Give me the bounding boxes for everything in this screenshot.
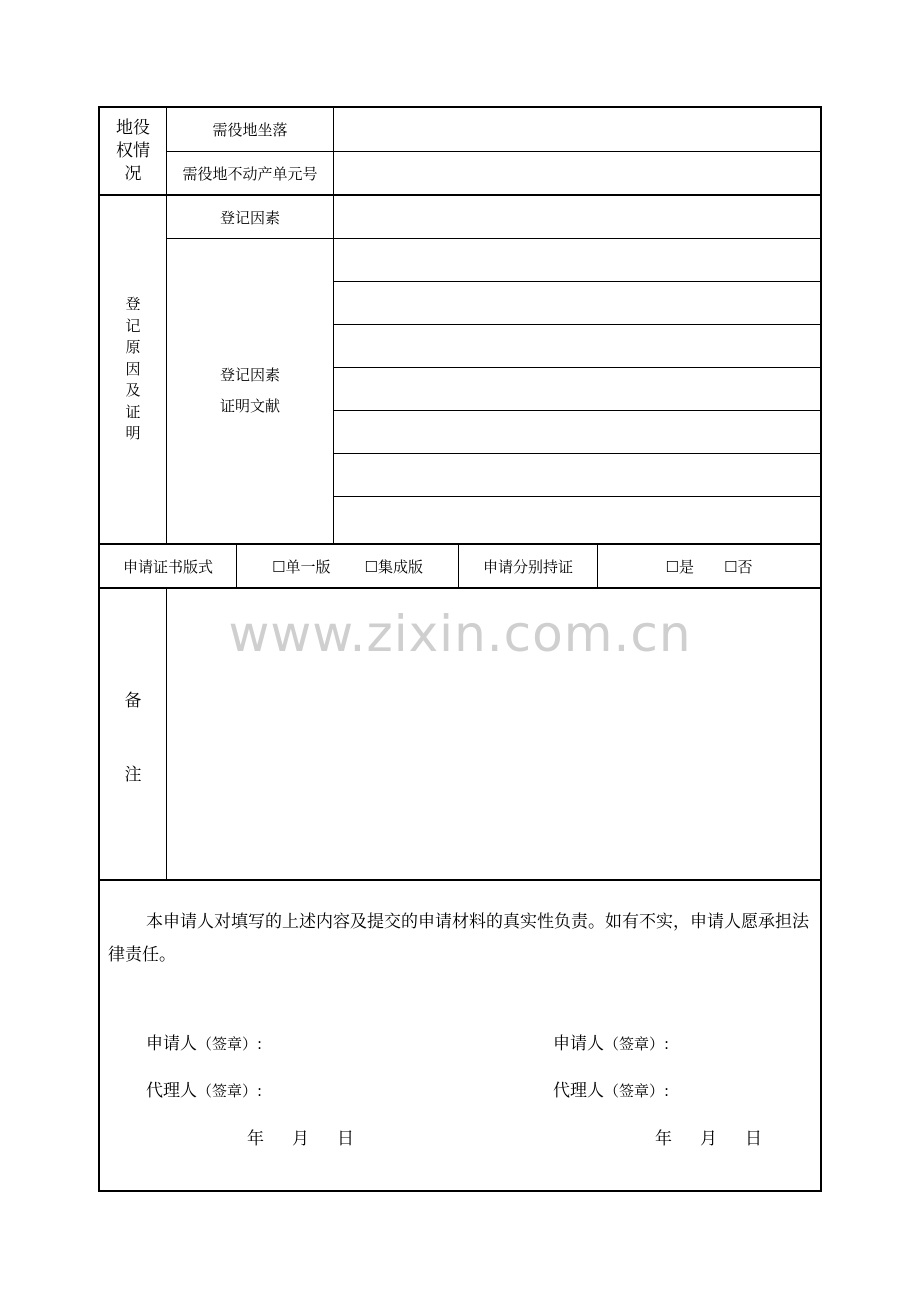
signature-suffix: （签章）:	[197, 1035, 263, 1053]
day-label: 日	[337, 1129, 354, 1149]
registration-form	[98, 106, 822, 1192]
right-agent-signature[interactable]	[553, 1076, 669, 1101]
heading-char: 记	[125, 316, 141, 335]
registration-reason-heading	[100, 196, 166, 543]
watermark: www.zixin.com.cn	[228, 605, 692, 663]
evidence-row-7[interactable]	[334, 497, 820, 543]
remarks-label	[100, 589, 166, 879]
year-label: 年	[655, 1129, 672, 1149]
declaration-text: 本申请人对填写的上述内容及提交的申请材料的真实性负责。如有不实，申请人愿承担法律责任。	[108, 912, 809, 965]
evidence-label-line: 证明文献	[219, 397, 280, 415]
remarks-field[interactable]	[167, 589, 820, 879]
declaration-section	[100, 881, 820, 1190]
right-applicant-signature[interactable]	[553, 1029, 669, 1054]
separate-holding-label: 申请分别持证	[482, 557, 573, 576]
location-label: 需役地坐落	[212, 121, 288, 139]
evidence-row-6[interactable]	[334, 454, 820, 496]
factor-label: 登记因素	[219, 209, 280, 227]
heading-line: 况	[124, 163, 142, 184]
unit-number-label: 需役地不动产单元号	[182, 164, 318, 183]
heading-char: 及	[125, 381, 141, 400]
evidence-row-4[interactable]	[334, 368, 820, 410]
agent-label: 代理人	[553, 1081, 604, 1101]
certificate-format-label: 申请证书版式	[122, 557, 213, 576]
factor-field[interactable]	[334, 196, 820, 239]
heading-char: 登	[125, 295, 141, 314]
evidence-label	[167, 239, 333, 543]
left-applicant-signature[interactable]	[146, 1029, 262, 1054]
heading-char: 证	[125, 402, 141, 421]
month-label: 月	[292, 1129, 309, 1149]
month-label: 月	[700, 1129, 717, 1149]
applicant-label: 申请人	[553, 1034, 604, 1054]
yes-checkbox[interactable]: ☐是	[665, 557, 694, 576]
day-label: 日	[745, 1129, 762, 1149]
single-version-checkbox[interactable]: ☐单一版	[272, 557, 331, 576]
heading-char: 明	[125, 424, 141, 443]
applicant-label: 申请人	[146, 1034, 197, 1054]
unit-number-field[interactable]	[334, 152, 820, 194]
year-label: 年	[247, 1129, 264, 1149]
signature-suffix: （签章）:	[604, 1082, 670, 1100]
no-checkbox[interactable]: ☐否	[724, 557, 753, 576]
separate-holding-options	[598, 545, 820, 587]
heading-char: 原	[125, 338, 141, 357]
certificate-format-options	[237, 545, 458, 587]
left-agent-signature[interactable]	[146, 1076, 262, 1101]
evidence-row-3[interactable]	[334, 325, 820, 367]
evidence-row-1[interactable]	[334, 239, 820, 281]
signature-suffix: （签章）:	[197, 1082, 263, 1100]
heading-line: 权情	[116, 140, 150, 161]
evidence-row-2[interactable]	[334, 282, 820, 324]
heading-line: 地役	[116, 117, 150, 138]
evidence-row-5[interactable]	[334, 411, 820, 453]
easement-heading	[100, 108, 166, 194]
collective-version-checkbox[interactable]: ☐集成版	[364, 557, 423, 576]
right-date[interactable]	[655, 1124, 790, 1149]
left-date[interactable]	[247, 1124, 382, 1149]
heading-char: 因	[125, 359, 141, 378]
remarks-char: 注	[124, 765, 142, 785]
remarks-char: 备	[124, 691, 142, 711]
signature-suffix: （签章）:	[604, 1035, 670, 1053]
location-field[interactable]	[334, 108, 820, 151]
evidence-label-line: 登记因素	[219, 366, 280, 384]
agent-label: 代理人	[146, 1081, 197, 1101]
